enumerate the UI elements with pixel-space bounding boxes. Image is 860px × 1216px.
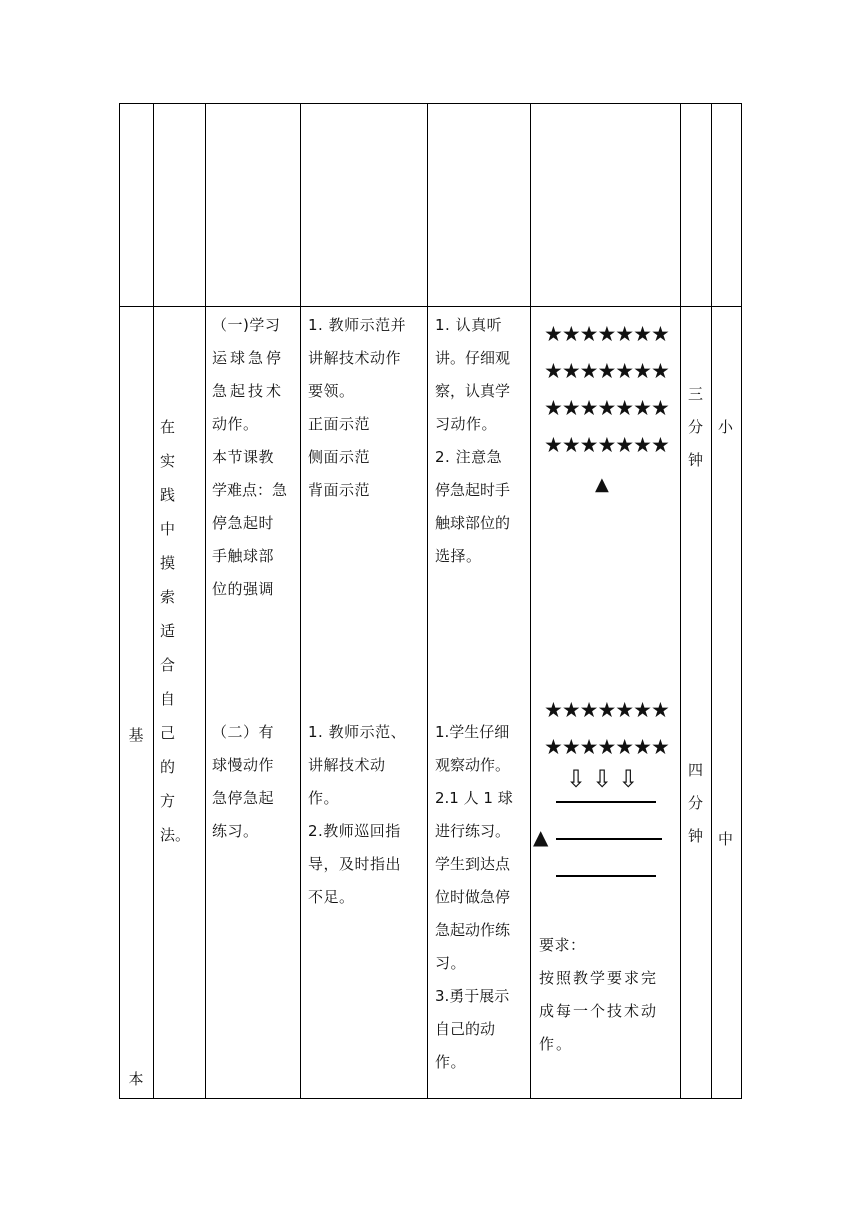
teacher-line: 1. 教师示范、: [308, 723, 407, 741]
student-line: 停急起时手: [435, 481, 511, 499]
student-line: 自己的动: [435, 1020, 496, 1038]
stop-line: [556, 875, 656, 877]
section-label-bottom: 本: [128, 1070, 144, 1088]
objective-char: 合: [160, 656, 176, 674]
objective-char: 适: [160, 622, 176, 640]
teacher-line: 2.教师巡回指: [308, 822, 401, 840]
student-line: 3.勇于展示: [435, 987, 510, 1005]
student-line: 作。: [435, 1053, 467, 1071]
intensity-block-2: 中: [718, 830, 734, 848]
content-line: 学难点：急: [212, 481, 288, 499]
content-line: 手触球部: [212, 547, 275, 565]
time-char: 四: [688, 761, 704, 779]
content-line: 运球急停: [212, 349, 285, 367]
table-row-divider: [119, 306, 742, 307]
objective-char: 践: [160, 486, 176, 504]
col-border: [680, 103, 681, 1099]
content-line: （二）有: [212, 723, 275, 741]
time-char: 钟: [688, 827, 704, 845]
student-line: 讲。仔细观: [435, 349, 511, 367]
student-formation-row: ★★★★★★★: [544, 433, 669, 457]
student-block-2: [435, 716, 531, 1079]
student-block-1: [435, 309, 531, 573]
col-border: [205, 103, 206, 1099]
time-char: 钟: [688, 451, 704, 469]
student-line: 2. 注意急: [435, 448, 503, 466]
teacher-line: 要领。: [308, 382, 355, 400]
requirement-line: 按照教学要求完: [539, 969, 659, 987]
requirement-title: 要求：: [539, 936, 586, 954]
student-formation-row: ★★★★★★★: [544, 735, 669, 759]
student-line: 习动作。: [435, 415, 498, 433]
col-border: [741, 103, 742, 1099]
student-formation-row: ★★★★★★★: [544, 698, 669, 722]
stop-line: [556, 801, 656, 803]
content-line: 位的强调: [212, 580, 275, 598]
table-top-border: [119, 103, 742, 104]
teacher-line: 侧面示范: [308, 448, 371, 466]
time-block-1: [688, 383, 706, 482]
content-line: 急停急起: [212, 789, 275, 807]
time-char: 分: [688, 794, 704, 812]
col-border: [153, 103, 154, 1099]
time-char: 三: [688, 385, 704, 403]
teacher-line: 作。: [308, 789, 340, 807]
teacher-line: 正面示范: [308, 415, 371, 433]
requirement-text: [539, 929, 679, 1061]
teacher-position-triangle: ▲: [595, 474, 609, 495]
student-line: 选择。: [435, 547, 482, 565]
teacher-line: 1. 教师示范并: [308, 316, 407, 334]
student-line: 2.1 人 1 球: [435, 789, 513, 807]
student-line: 学生到达点: [435, 855, 511, 873]
teacher-line: 不足。: [308, 888, 355, 906]
teacher-line: 讲解技术动: [308, 756, 386, 774]
student-line: 察，认真学: [435, 382, 511, 400]
student-formation-row: ★★★★★★★: [544, 359, 669, 383]
time-block-2: [688, 759, 706, 858]
table-bottom-border: [119, 1098, 742, 1099]
requirement-line: 成每一个技术动: [539, 1002, 659, 1020]
requirement-line: 作。: [539, 1035, 574, 1053]
student-line: 位时做急停: [435, 888, 511, 906]
teacher-line: 背面示范: [308, 481, 371, 499]
objective-char: 实: [160, 452, 176, 470]
content-block-2: [212, 716, 302, 848]
intensity-block-1: 小: [718, 418, 734, 436]
teacher-block-2: [308, 716, 428, 914]
student-line: 触球部位的: [435, 514, 511, 532]
objective-char: 索: [160, 588, 176, 606]
section-label-top: 基: [128, 726, 144, 744]
col-border: [427, 103, 428, 1099]
content-line: 练习。: [212, 822, 259, 840]
teacher-position-triangle: ▲: [533, 825, 549, 849]
teacher-line: 导，及时指出: [308, 855, 402, 873]
content-line: 急起技术: [212, 382, 285, 400]
objective-vertical-text: [160, 416, 191, 858]
content-line: 球慢动作: [212, 756, 275, 774]
content-block-1: [212, 309, 302, 606]
student-formation-row: ★★★★★★★: [544, 322, 669, 346]
student-line: 观察动作。: [435, 756, 511, 774]
content-line: 本节课教: [212, 448, 275, 466]
objective-char: 摸: [160, 554, 176, 572]
content-line: 动作。: [212, 415, 259, 433]
teacher-block-1: [308, 309, 428, 507]
content-line: 停急起时: [212, 514, 275, 532]
objective-char: 己: [160, 724, 176, 742]
col-border: [119, 103, 120, 1099]
teacher-line: 讲解技术动作: [308, 349, 402, 367]
objective-char: 法。: [160, 826, 191, 844]
student-line: 急起动作练: [435, 921, 511, 939]
objective-char: 中: [160, 520, 176, 538]
student-line: 1. 认真听: [435, 316, 503, 334]
movement-arrows: ⇩⇩⇩: [566, 765, 645, 793]
time-char: 分: [688, 418, 704, 436]
objective-char: 的: [160, 758, 176, 776]
objective-char: 在: [160, 418, 176, 436]
content-line: （一)学习: [212, 316, 281, 334]
stop-line: [556, 838, 662, 840]
student-line: 习。: [435, 954, 467, 972]
student-formation-row: ★★★★★★★: [544, 396, 669, 420]
student-line: 进行练习。: [435, 822, 511, 840]
col-border: [711, 103, 712, 1099]
student-line: 1.学生仔细: [435, 723, 510, 741]
objective-char: 方: [160, 792, 176, 810]
objective-char: 自: [160, 690, 176, 708]
